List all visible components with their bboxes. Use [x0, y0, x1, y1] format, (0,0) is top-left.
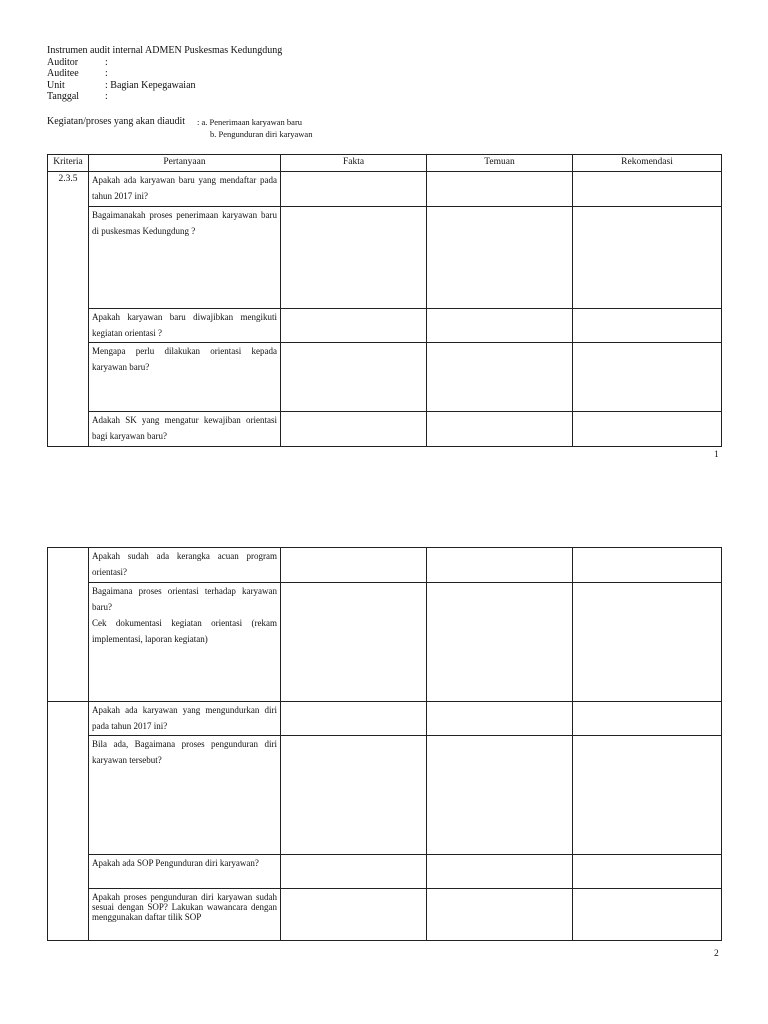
audit-table-page-2: [47, 547, 722, 941]
table-row: [48, 855, 722, 889]
document-header: [47, 45, 727, 103]
rekomendasi-cell[interactable]: [573, 207, 722, 309]
question-cell: [89, 736, 281, 855]
temuan-cell[interactable]: [427, 736, 573, 855]
kriteria-cell: [48, 702, 89, 941]
rekomendasi-cell[interactable]: [573, 855, 722, 889]
meta-auditor: [47, 57, 727, 69]
audit-activity: [47, 116, 312, 140]
header-kriteria: Kriteria: [48, 155, 89, 172]
question-text: Cek dokumentasi kegiatan orientasi (rekam implementasi, laporan kegiatan): [92, 618, 277, 644]
question-cell: Apakah karyawan baru diwajibkan mengikuti kegiatan orientasi ?: [89, 309, 281, 343]
temuan-cell[interactable]: [427, 702, 573, 736]
question-text: Bagaimana proses orientasi terhadap karyawan baru?: [92, 586, 277, 612]
meta-tanggal: [47, 91, 727, 103]
table-row: [48, 889, 722, 941]
question-cell: Mengapa perlu dilakukan orientasi kepada karyawan baru?: [89, 343, 281, 412]
rekomendasi-cell[interactable]: [573, 309, 722, 343]
fakta-cell[interactable]: [281, 207, 427, 309]
temuan-cell[interactable]: [427, 855, 573, 889]
fakta-cell[interactable]: [281, 583, 427, 702]
question-cell: Apakah ada karyawan baru yang mendaftar pada tahun 2017 ini?: [89, 172, 281, 207]
meta-label: Auditor: [47, 56, 79, 68]
question-text: Apakah proses pengunduran diri karyawan sudah sesuai dengan SOP? Lakukan wawancara dengan menggunakan daftar tilik SOP: [92, 892, 277, 922]
table-header-row: [48, 155, 722, 172]
kriteria-cell: [48, 548, 89, 702]
temuan-cell[interactable]: [427, 309, 573, 343]
header-fakta: Fakta: [281, 155, 427, 172]
kriteria-cell: 2.3.5: [48, 172, 89, 447]
temuan-cell[interactable]: [427, 172, 573, 207]
table-row: [48, 343, 722, 412]
rekomendasi-cell[interactable]: [573, 889, 722, 941]
rekomendasi-cell[interactable]: [573, 343, 722, 412]
temuan-cell[interactable]: [427, 207, 573, 309]
table-row: [48, 702, 722, 736]
rekomendasi-cell[interactable]: [573, 172, 722, 207]
fakta-cell[interactable]: [281, 309, 427, 343]
temuan-cell[interactable]: [427, 889, 573, 941]
temuan-cell[interactable]: [427, 583, 573, 702]
rekomendasi-cell[interactable]: [573, 583, 722, 702]
temuan-cell[interactable]: [427, 412, 573, 447]
document-title: Instrumen audit internal ADMEN Puskesmas Kedungdung: [47, 45, 283, 56]
temuan-cell[interactable]: [427, 343, 573, 412]
audit-table-page-1: [47, 154, 722, 447]
fakta-cell[interactable]: [281, 889, 427, 941]
question-cell: [89, 548, 281, 583]
header-rekomendasi: Rekomendasi: [573, 155, 722, 172]
meta-value: :: [105, 68, 108, 79]
rekomendasi-cell[interactable]: [573, 412, 722, 447]
meta-label: Tanggal: [47, 91, 80, 102]
table-row: [48, 309, 722, 343]
activity-label: Kegiatan/proses yang akan diaudit: [47, 116, 186, 127]
meta-auditee: [47, 68, 727, 80]
header-pertanyaan: Pertanyaan: [89, 155, 281, 172]
header-temuan: Temuan: [427, 155, 573, 172]
table-row: [48, 207, 722, 309]
meta-label: Unit: [47, 79, 65, 91]
page-number: 2: [714, 949, 719, 959]
question-cell: Bagaimanakah proses penerimaan karyawan baru di puskesmas Kedungdung ?: [89, 207, 281, 309]
activity-item-b: b. Pengunduran diri karyawan: [210, 129, 313, 139]
table-row: [48, 548, 722, 583]
activity-items: [197, 116, 312, 140]
meta-value: :: [105, 56, 108, 68]
fakta-cell[interactable]: [281, 548, 427, 583]
fakta-cell[interactable]: [281, 702, 427, 736]
meta-unit: [47, 80, 727, 92]
fakta-cell[interactable]: [281, 343, 427, 412]
page-number: 1: [714, 450, 719, 460]
question-text: Apakah ada SOP Pengunduran diri karyawan?: [92, 858, 259, 868]
rekomendasi-cell[interactable]: [573, 702, 722, 736]
temuan-cell[interactable]: [427, 548, 573, 583]
fakta-cell[interactable]: [281, 736, 427, 855]
fakta-cell[interactable]: [281, 172, 427, 207]
question-text: Apakah sudah ada kerangka acuan program orientasi?: [92, 551, 277, 577]
table-row: [48, 736, 722, 855]
question-text: Apakah ada karyawan yang mengundurkan diri pada tahun 2017 ini?: [92, 705, 277, 731]
rekomendasi-cell[interactable]: [573, 548, 722, 583]
rekomendasi-cell[interactable]: [573, 736, 722, 855]
question-cell: [89, 855, 281, 889]
meta-value: :: [105, 91, 108, 102]
table-row: [48, 583, 722, 702]
question-cell: [89, 889, 281, 941]
question-cell: Adakah SK yang mengatur kewajiban orientasi bagi karyawan baru?: [89, 412, 281, 447]
meta-value: : Bagian Kepegawaian: [105, 79, 196, 91]
meta-label: Auditee: [47, 68, 79, 79]
table-row: [48, 412, 722, 447]
question-text: Bila ada, Bagaimana proses pengunduran diri karyawan tersebut?: [92, 739, 277, 765]
table-row: [48, 172, 722, 207]
activity-item-a: : a. Penerimaan karyawan baru: [197, 117, 303, 127]
fakta-cell[interactable]: [281, 855, 427, 889]
question-cell: [89, 702, 281, 736]
fakta-cell[interactable]: [281, 412, 427, 447]
question-cell: [89, 583, 281, 702]
